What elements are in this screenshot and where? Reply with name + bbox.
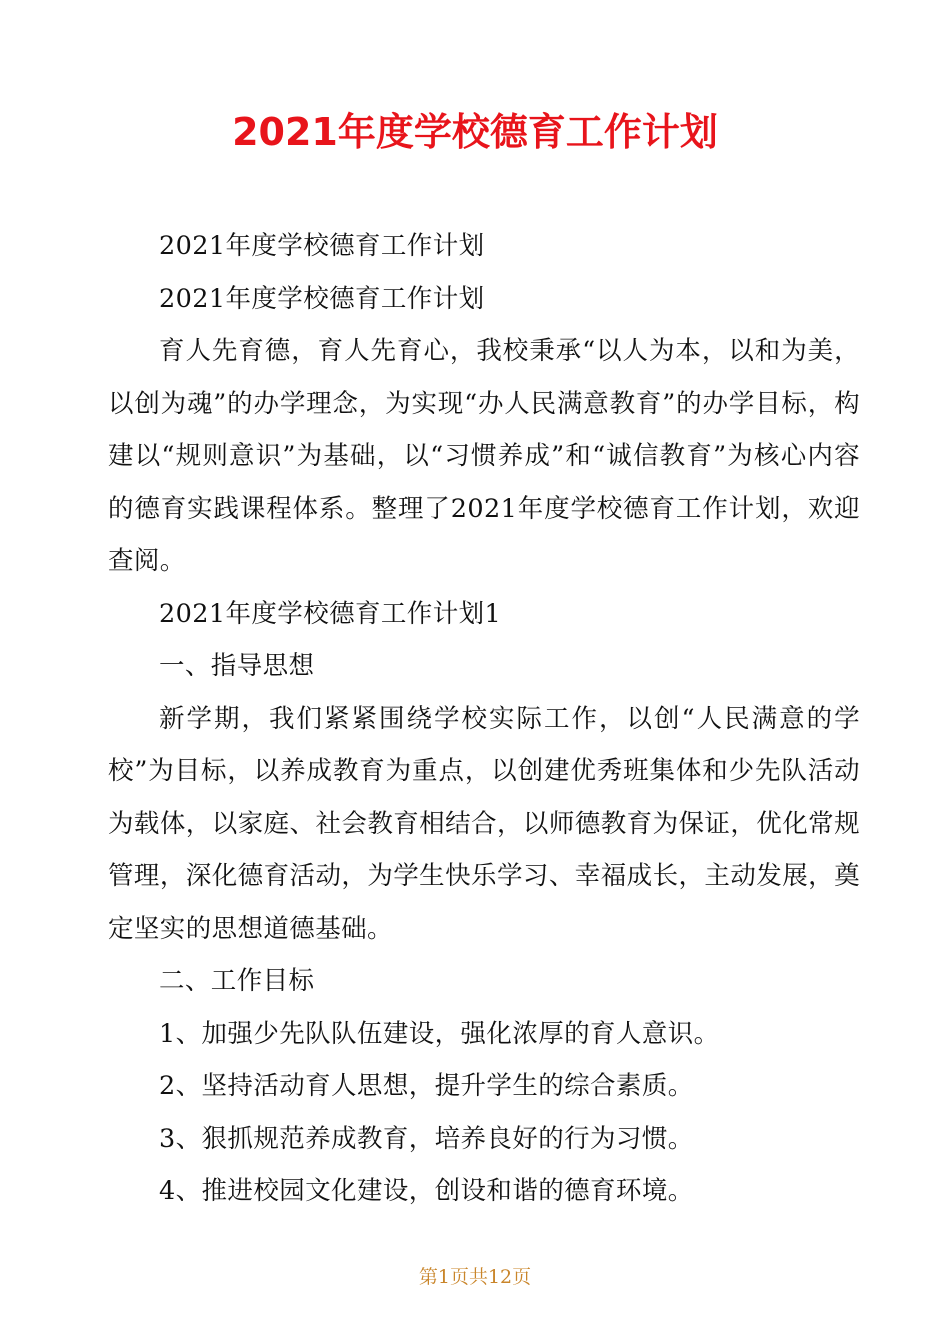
paragraph: 育人先育德，育人先育心，我校秉承“以人为本，以和为美，以创为魂”的办学理念，为实现“办人民满意教育”的办学目标，构建以“规则意识”为基础，以“习惯养成”和“诚信教育”为核心内容的德育实践课程体系。整理了2021年度学校德育工作计划，欢迎查阅。	[108, 336, 860, 576]
section-subtitle: 2021年度学校德育工作计划1	[159, 598, 502, 629]
document-body	[108, 220, 860, 1218]
list-item: 4、推进校园文化建设，创设和谐的德育环境。	[159, 1176, 694, 1206]
document-title: 2021年度学校德育工作计划	[232, 110, 718, 154]
section-heading: 二、工作目标	[159, 966, 315, 996]
paragraph: 新学期，我们紧紧围绕学校实际工作，以创“人民满意的学校”为目标，以养成教育为重点，以创建优秀班集体和少先队活动为载体，以家庭、社会教育相结合，以师德教育为保证，优化常规管理，深化德育活动，为学生快乐学习、幸福成长，主动发展，奠定坚实的思想道德基础。	[108, 703, 860, 944]
section-heading: 一、指导思想	[159, 651, 315, 681]
paragraph: 2021年度学校德育工作计划	[159, 283, 485, 314]
list-item: 2、坚持活动育人思想，提升学生的综合素质。	[159, 1071, 694, 1101]
list-item: 1、加强少先队队伍建设，强化浓厚的育人意识。	[159, 1018, 720, 1049]
paragraph: 2021年度学校德育工作计划	[159, 231, 485, 261]
page-number-footer: 第1页共12页	[418, 1266, 532, 1288]
list-item: 3、狠抓规范养成教育，培养良好的行为习惯。	[159, 1123, 694, 1154]
